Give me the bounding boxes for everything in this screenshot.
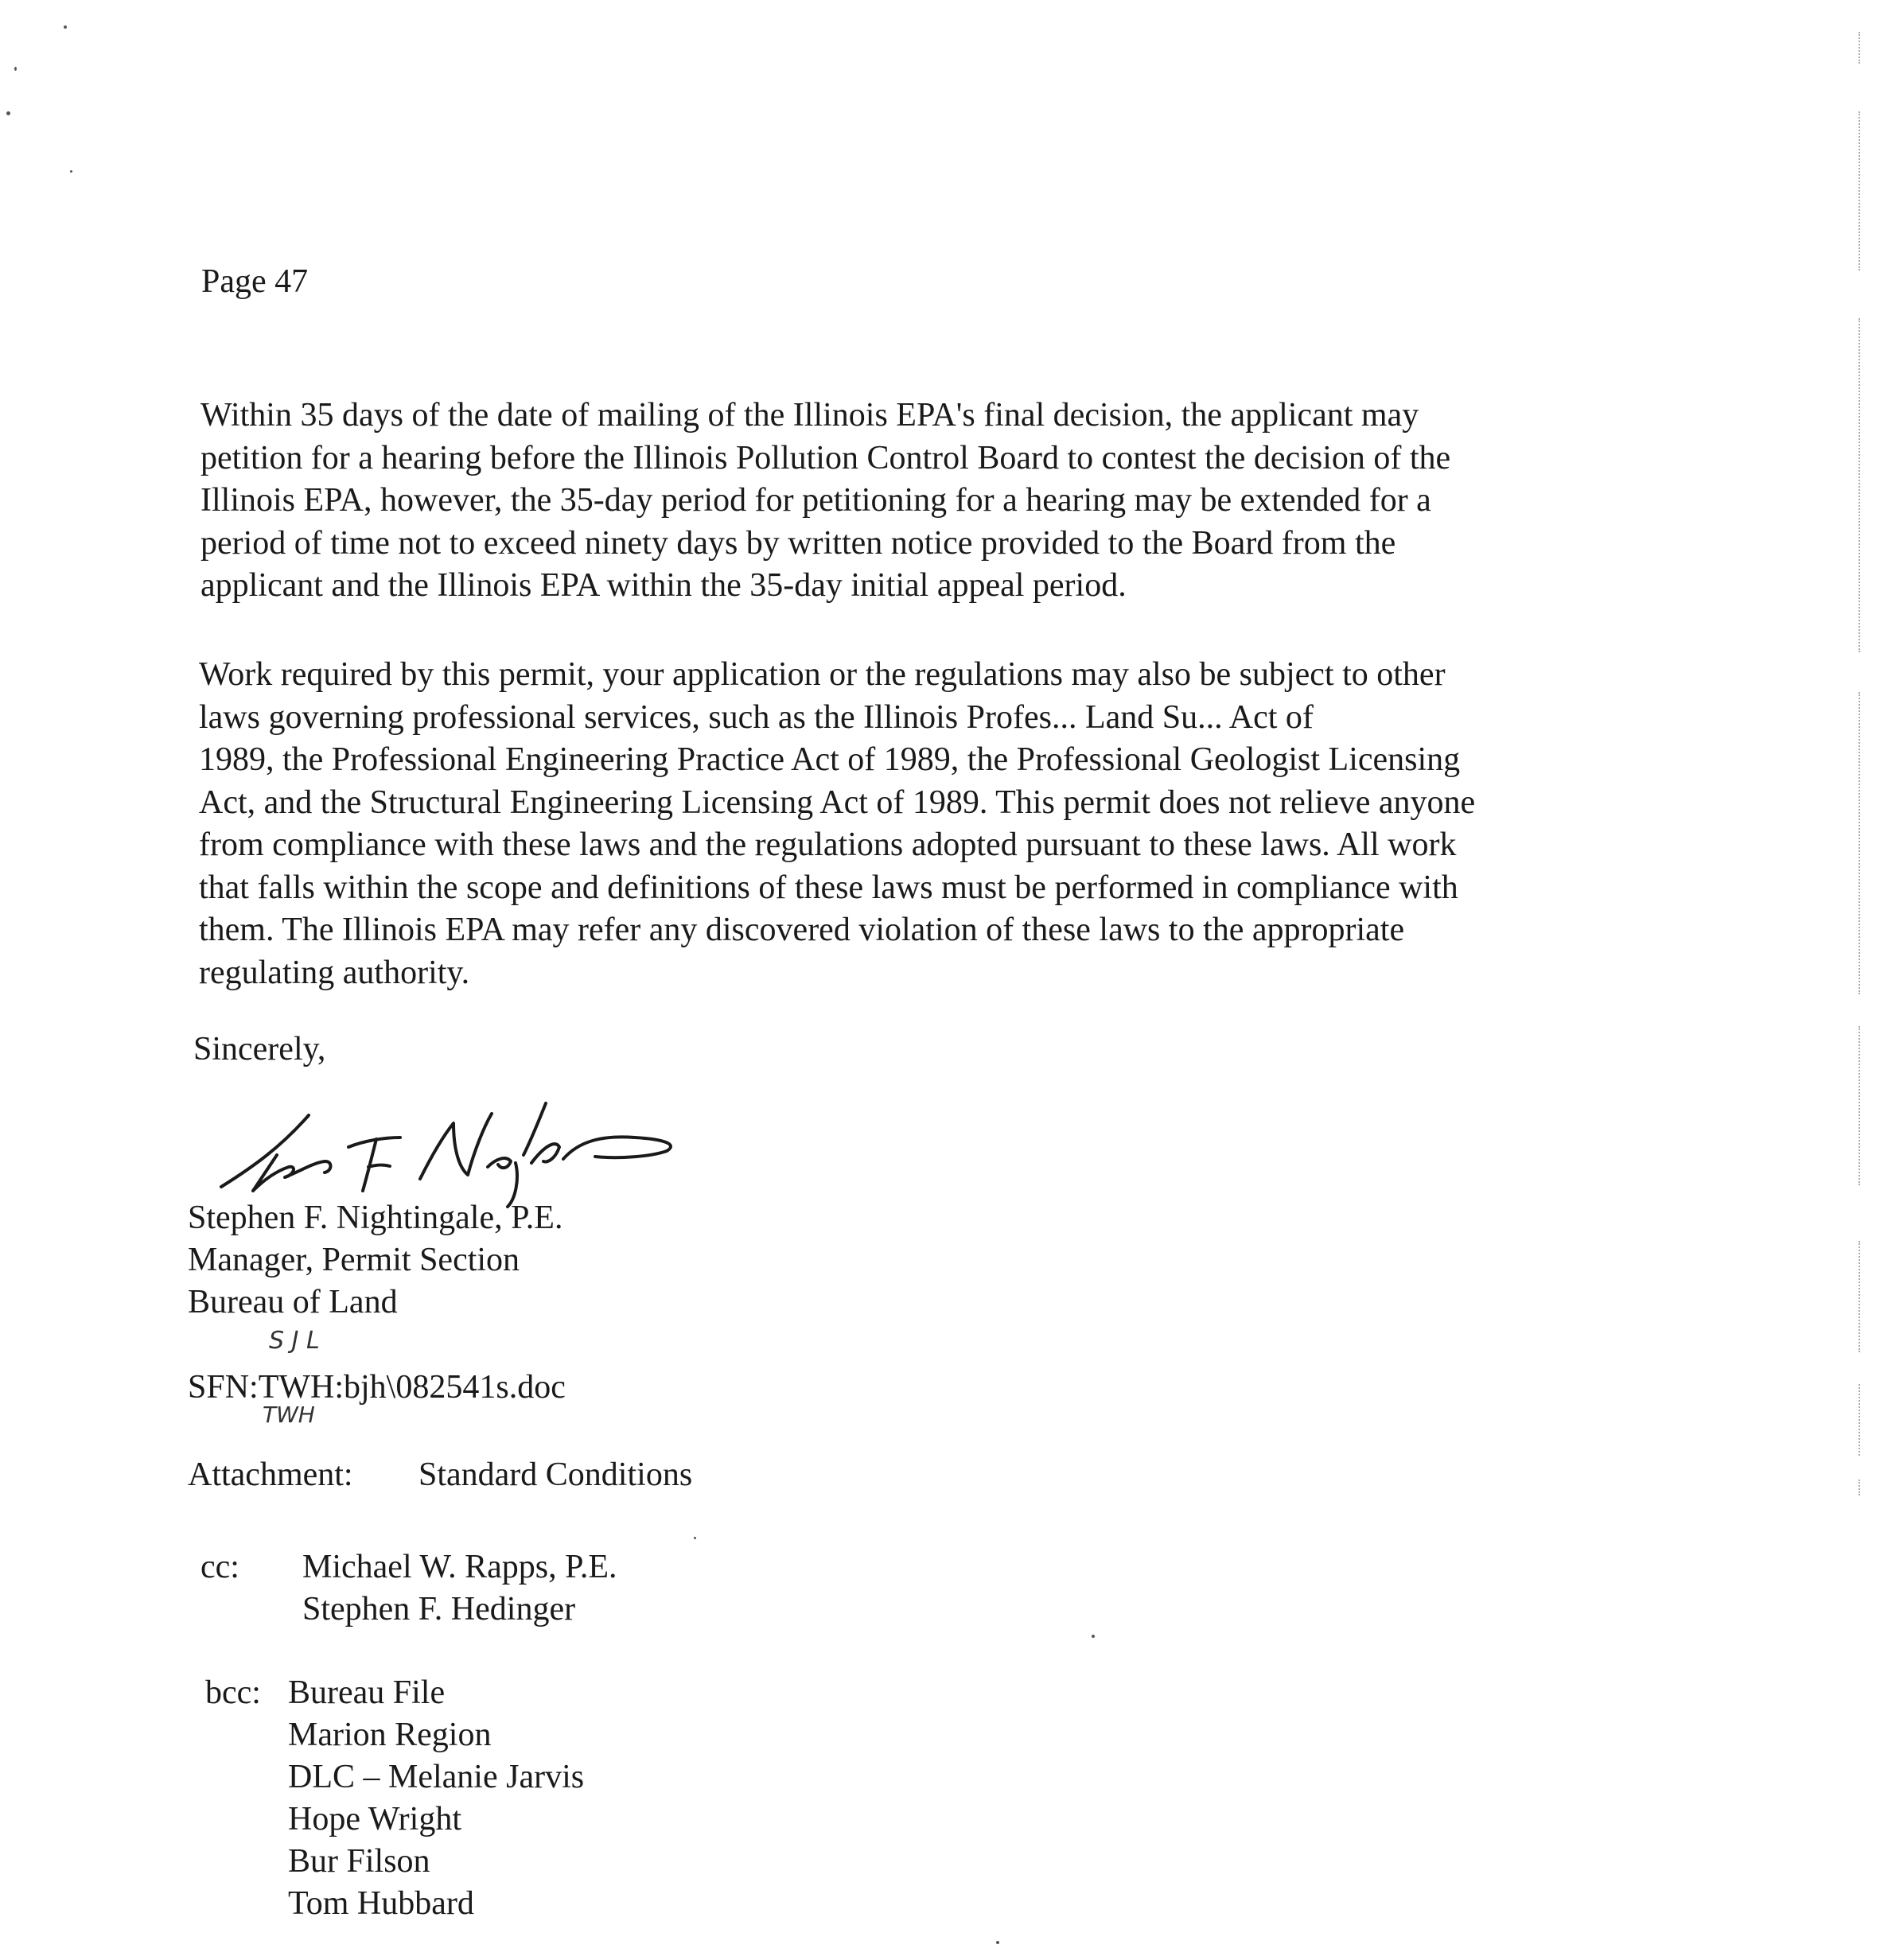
paragraph-line: that falls within the scope and definitions of these laws must be performed in compliance with: [199, 869, 1458, 906]
document-reference: SFN:TWH:bjh\082541s.doc: [188, 1369, 566, 1406]
paragraph-line: them. The Illinois EPA may refer any discovered violation of these laws to the appropriate: [199, 912, 1405, 948]
scan-edge-artifact: [1859, 1241, 1862, 1352]
bcc-recipient: Marion Region: [288, 1717, 492, 1753]
bcc-recipient: Tom Hubbard: [288, 1885, 474, 1922]
paragraph-line: Within 35 days of the date of mailing of the Illinois EPA's final decision, the applicant may: [200, 397, 1419, 434]
closing-salutation: Sincerely,: [193, 1031, 326, 1068]
scan-speck: [64, 25, 67, 29]
paragraph-line: Act, and the Structural Engineering Licensing Act of 1989. This permit does not relieve anyone: [199, 784, 1476, 821]
attachment-value: Standard Conditions: [418, 1456, 693, 1493]
attachment-label: Attachment:: [188, 1456, 353, 1493]
scan-speck: [694, 1537, 696, 1539]
scan-speck: [14, 67, 17, 71]
appeal-paragraph: [200, 395, 1450, 608]
professional-laws-paragraph: [199, 654, 1475, 994]
signer-bureau: Bureau of Land: [188, 1284, 398, 1320]
scan-edge-artifact: [1859, 1026, 1862, 1185]
scan-speck: [1092, 1635, 1095, 1638]
scan-speck: [996, 1941, 999, 1944]
scan-edge-artifact: [1859, 1384, 1862, 1456]
paragraph-line: period of time not to exceed ninety days by written notice provided to the Board from the: [200, 524, 1396, 562]
paragraph-line: laws governing professional services, such as the Illinois Profes... Land Su... Act of: [199, 698, 1314, 736]
bcc-recipient: Bureau File: [288, 1674, 446, 1711]
scan-edge-artifact: [1859, 1480, 1862, 1495]
paragraph-line: 1989, the Professional Engineering Practice Act of 1989, the Professional Geologist Licensing: [199, 741, 1461, 778]
bcc-recipient: Hope Wright: [288, 1801, 461, 1838]
bcc-label: bcc:: [205, 1674, 261, 1711]
scan-edge-artifact: [1859, 32, 1862, 64]
scan-speck: [6, 111, 10, 115]
bcc-recipient: DLC – Melanie Jarvis: [288, 1759, 585, 1795]
handwritten-initials: S J L: [269, 1327, 320, 1355]
scan-edge-artifact: [1859, 318, 1862, 652]
signer-title: Manager, Permit Section: [188, 1242, 520, 1278]
scan-edge-artifact: [1859, 692, 1862, 994]
bcc-recipient: Bur Filson: [288, 1843, 430, 1880]
cc-recipient: Stephen F. Hedinger: [302, 1591, 576, 1628]
handwritten-initials: TWH: [263, 1402, 315, 1428]
paragraph-line: from compliance with these laws and the regulations adopted pursuant to these laws. All work: [199, 826, 1457, 863]
signer-name: Stephen F. Nightingale, P.E.: [188, 1200, 563, 1236]
handwritten-signature: [205, 1091, 699, 1211]
scan-speck: [70, 170, 72, 173]
page-number: Page 47: [201, 263, 309, 300]
paragraph-line: applicant and the Illinois EPA within the 35-day initial appeal period.: [200, 567, 1127, 604]
paragraph-line: petition for a hearing before the Illinois Pollution Control Board to contest the decision of the: [200, 439, 1451, 476]
paragraph-line: Illinois EPA, however, the 35-day period for petitioning for a hearing may be extended for a: [200, 482, 1431, 519]
paragraph-line: regulating authority.: [199, 954, 470, 991]
cc-recipient: Michael W. Rapps, P.E.: [302, 1549, 617, 1585]
cc-label: cc:: [200, 1549, 239, 1585]
paragraph-line: Work required by this permit, your application or the regulations may also be subject to other: [199, 656, 1446, 693]
scan-edge-artifact: [1859, 111, 1862, 270]
